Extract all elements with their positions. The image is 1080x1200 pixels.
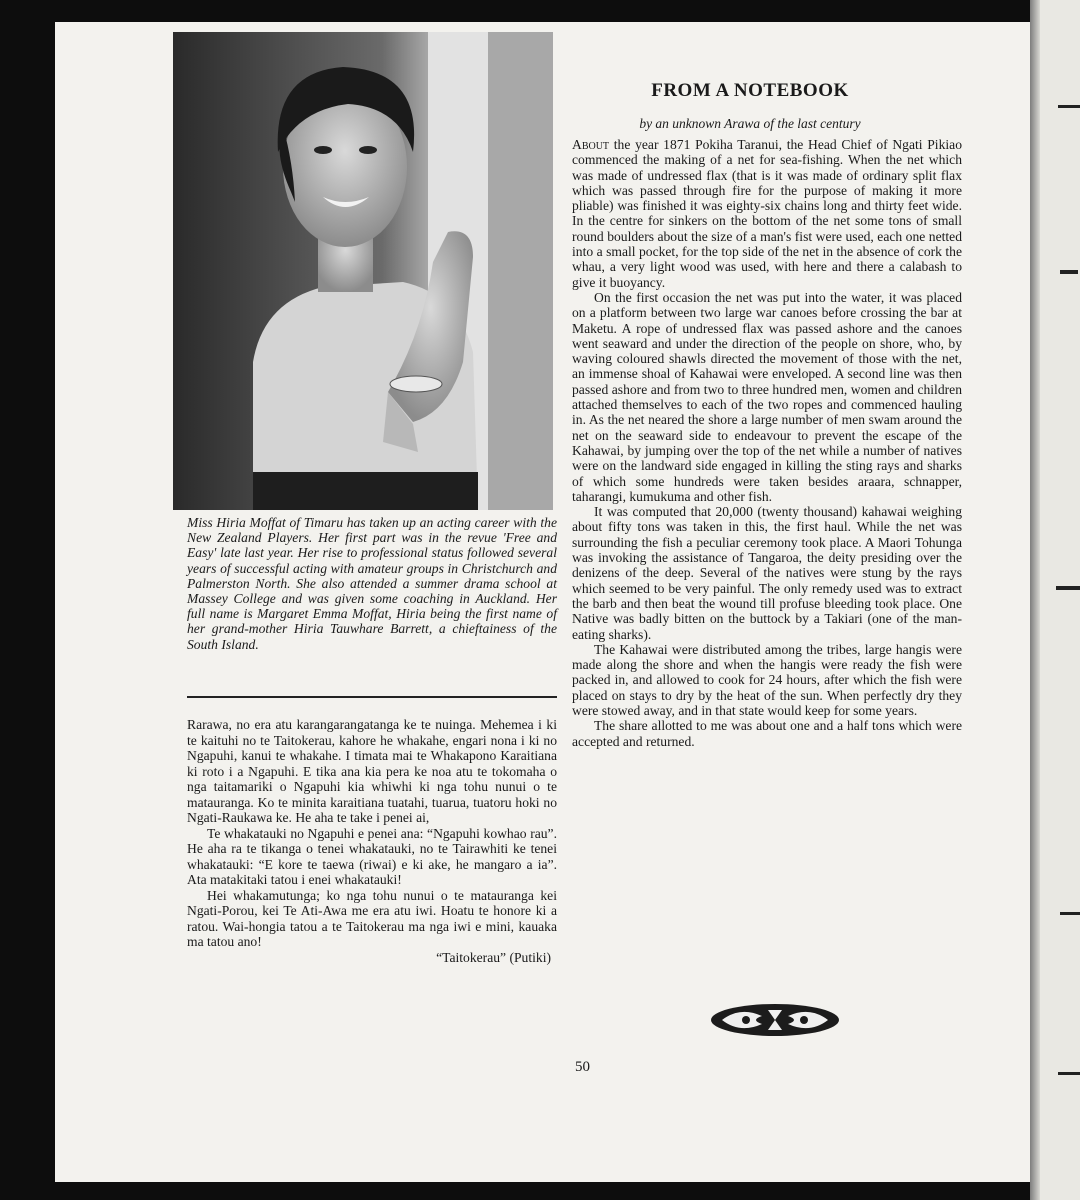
article-paragraph xyxy=(572,137,962,290)
registration-mark xyxy=(1058,1072,1080,1075)
photo-caption: Miss Hiria Moffat of Timaru has taken up an acting career with the New Zealand Players. Her first part was in the revue 'Free and Easy' late last year. Her rise to professional status followed several years of successful acting with amateur groups in Christchurch and Palmerston North. She also attended a summer drama school at Massey College and was given some coaching in Auckland. Her full name is Margaret Emma Moffat, Hiria being the first name of her grand-mother Hiria Tauwhare Barrett, a chieftainess of the South Island. xyxy=(187,515,557,652)
article-paragraph: It was computed that 20,000 (twenty thousand) kahawai weighing about fifty tons was taken in this, the first haul. While the net was surrounding the fish a peculiar ceremony took place. A Maori Tohunga was invoking the assistance of Tangaroa, the deity presiding over the denizens of the deep. Several of the natives were stung by the rays which seemed to be very painful. The only remedy used was to extract the barb and then beat the wound till profuse bleeding took place. One Native was badly bitten on the buttock by a Takiari (one of the man-eating sharks). xyxy=(572,504,962,642)
registration-mark xyxy=(1058,105,1080,108)
article-title: FROM A NOTEBOOK xyxy=(651,80,849,101)
article-paragraph: On the first occasion the net was put into the water, it was placed on a platform between two large war canoes before crossing the bar at Maketu. A rope of undressed flax was passed ashore and the canoes went seaward and under the direction of the people on shore, who, by waving coloured shawls directed the movement of those with the net, an immense shoal of Kahawai were enveloped. A second line was then passed ashore and from two to three hundred men, women and children attached themselves to each of the two ropes and commenced hauling in. As the net neared the shore a large number of men swam around the net on the seaward side to endeavour to prevent the escape of the Kahawai, by jumping over the top of the net while a number of natives were on the landward side engaged in killing the sting rays and sharks of which some hundreds were taken besides araara, schnapper, taharangi, kumukuma and other fish. xyxy=(572,289,962,504)
letter-signature: “Taitokerau” (Putiki) xyxy=(436,949,551,965)
article-byline: by an unknown Arawa of the last century xyxy=(639,116,861,131)
portrait-photo xyxy=(173,32,553,510)
lead-word: About xyxy=(572,137,610,152)
portrait-illustration xyxy=(173,32,553,510)
maori-paragraph: Rarawa, no era atu karangarangatanga ke te nuinga. Mehemea i ki te kaituhi no te Taitokerau, kahore he whakahe, engari nona i ki no Ngapuhi, kanui te whakahe. I timata mai te Whakapono Karaitiana ki roto i a Ngapuhi. E tika ana kia pera ke noa atu te tokomaha o nga taitamariki o Ngapuhi kia whiwhi ki nga tohu nunui o te matauranga. Ko te minita karaitiana tuatahi, tuarua, tuatoru hoki no Ngati-Raukawa ke. He aha te take i penei ai, xyxy=(187,717,557,825)
page-fold xyxy=(1030,0,1040,1200)
article-paragraph-text: the year 1871 Pokiha Taranui, the Head Chief of Ngati Pikiao commenced the making of a net for sea-fishing. When the net which was made of undressed flax (that is it was made of ordinary split flax which was passed through fire for the purpose of making it more pliable) was finished it was eighty-six chains long and thirty feet wide. In the centre for sinkers on the bottom of the net some tons of small round boulders about the size of a man's fist were used, each one netted into a small pocket, for the top side of the net in the absence of cork the whau, a very light wood was used, with here and there a calabash to give it buoyancy. xyxy=(572,137,962,290)
section-divider xyxy=(187,696,557,698)
article-paragraph: The Kahawai were distributed among the tribes, large hangis were made along the shore and when the hangis were ready the fish were packed in, and allowed to cook for 24 hours, after which the fish were placed on stays to dry by the heat of the sun. When perfectly dry they were stowed away, and in that state would keep for some years. xyxy=(572,641,962,718)
maori-letter xyxy=(187,717,557,965)
article-paragraph: The share allotted to me was about one and a half tons which were accepted and returned. xyxy=(572,718,962,749)
registration-mark xyxy=(1060,912,1080,915)
article-body xyxy=(572,137,962,749)
page-number: 50 xyxy=(575,1059,590,1075)
maori-paragraph: Hei whakamutunga; ko nga tohu nunui o te matauranga kei Ngati-Porou, kei Te Ati-Awa me era atu iwi. Hoatu te honore ki a ratou. Wai-hongia tatou a te Taitokerau ma nga iwi e mini, kauaka ma tatou ano! xyxy=(187,887,557,949)
ornament-icon xyxy=(710,1002,840,1038)
adjacent-page xyxy=(1030,0,1080,1200)
maori-carving-ornament xyxy=(710,1002,840,1038)
registration-mark xyxy=(1056,586,1080,590)
magazine-page xyxy=(55,22,1030,1182)
registration-mark xyxy=(1060,270,1078,274)
maori-paragraph: Te whakatauki no Ngapuhi e penei ana: “Ngapuhi kowhao rau”. He aha ra te tikanga o tenei whakatauki, no te Tairawhiti ke tenei whakatauki: “E kore te taewa (riwai) e ki ake, he mangaro a ia”. Ata matakitaki tatou i enei whakatauki! xyxy=(187,825,557,887)
